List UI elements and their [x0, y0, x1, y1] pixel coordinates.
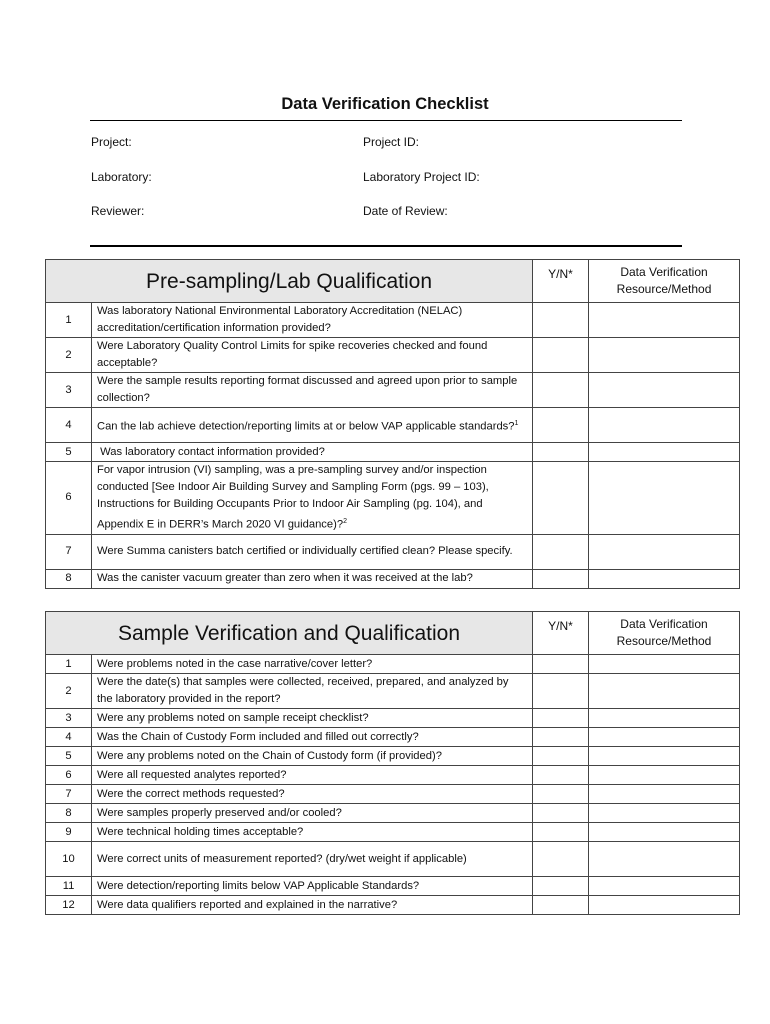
- row-number: 2: [46, 338, 92, 373]
- row-number: 5: [46, 443, 92, 462]
- row-question: Were Laboratory Quality Control Limits for spike recoveries checked and found acceptable?: [92, 338, 533, 373]
- row-number: 6: [46, 766, 92, 785]
- resource-cell[interactable]: [589, 674, 740, 709]
- resource-cell[interactable]: [589, 655, 740, 674]
- row-question: [92, 462, 533, 535]
- row-question: Were correct units of measurement reported? (dry/wet weight if applicable): [92, 842, 533, 877]
- section-title: Sample Verification and Qualification: [46, 612, 533, 655]
- yn-cell[interactable]: [533, 728, 589, 747]
- row-number: 7: [46, 534, 92, 569]
- table-row: [46, 896, 740, 915]
- pre-sampling-table: [45, 259, 740, 589]
- row-question: Were any problems noted on sample receipt checklist?: [92, 709, 533, 728]
- row-question: Was the Chain of Custody Form included and filled out correctly?: [92, 728, 533, 747]
- resource-cell[interactable]: [589, 443, 740, 462]
- table-row: [46, 303, 740, 338]
- resource-cell[interactable]: [589, 766, 740, 785]
- resource-cell[interactable]: [589, 728, 740, 747]
- resource-cell[interactable]: [589, 373, 740, 408]
- project-label: Project:: [91, 135, 132, 149]
- row-question: [92, 408, 533, 443]
- row-question: Were technical holding times acceptable?: [92, 823, 533, 842]
- yn-cell[interactable]: [533, 766, 589, 785]
- row-question: Was laboratory National Environmental Laboratory Accreditation (NELAC) accreditation/certification information provided?: [92, 303, 533, 338]
- yn-cell[interactable]: [533, 303, 589, 338]
- row-number: 3: [46, 373, 92, 408]
- row-question: Were problems noted in the case narrative/cover letter?: [92, 655, 533, 674]
- resource-column-header: Data Verification Resource/Method: [589, 260, 740, 303]
- row-number: 9: [46, 823, 92, 842]
- yn-cell[interactable]: [533, 408, 589, 443]
- yn-cell[interactable]: [533, 804, 589, 823]
- yn-cell[interactable]: [533, 373, 589, 408]
- resource-cell[interactable]: [589, 709, 740, 728]
- question-text: Can the lab achieve detection/reporting limits at or below VAP applicable standards?: [97, 420, 515, 433]
- resource-cell[interactable]: [589, 823, 740, 842]
- table-row: [46, 823, 740, 842]
- resource-cell[interactable]: [589, 877, 740, 896]
- title-divider: [90, 120, 682, 121]
- table-row: [46, 842, 740, 877]
- question-text: For vapor intrusion (VI) sampling, was a pre-sampling survey and/or inspection conducted [See Indoor Air Building Survey and Sampling Form (pgs. 99 – 103), Instructions for Building Occupants Prior to Indoor Air Sampling (pg. 104), and Appendix E in DERR’s March 2020 VI guidance)?: [97, 464, 489, 531]
- table-row: [46, 338, 740, 373]
- resource-cell[interactable]: [589, 569, 740, 588]
- footnote-marker: 1: [514, 419, 519, 427]
- yn-cell[interactable]: [533, 443, 589, 462]
- row-question: Were any problems noted on the Chain of Custody form (if provided)?: [92, 747, 533, 766]
- resource-column-header: Data Verification Resource/Method: [589, 612, 740, 655]
- yn-cell[interactable]: [533, 747, 589, 766]
- table-row: [46, 728, 740, 747]
- row-question: Were the date(s) that samples were collected, received, prepared, and analyzed by the laboratory provided in the report?: [92, 674, 533, 709]
- table-row: [46, 709, 740, 728]
- yn-cell[interactable]: [533, 655, 589, 674]
- footnote-marker: 2: [343, 518, 347, 525]
- resource-cell[interactable]: [589, 804, 740, 823]
- resource-cell[interactable]: [589, 338, 740, 373]
- yn-column-header: Y/N*: [533, 260, 589, 303]
- yn-cell[interactable]: [533, 709, 589, 728]
- table-row: [46, 747, 740, 766]
- row-number: 10: [46, 842, 92, 877]
- table-row: [46, 766, 740, 785]
- table-row: [46, 373, 740, 408]
- document-title: Data Verification Checklist: [281, 95, 489, 113]
- row-number: 7: [46, 785, 92, 804]
- resource-cell[interactable]: [589, 534, 740, 569]
- table-row: [46, 804, 740, 823]
- row-number: 1: [46, 303, 92, 338]
- row-question: Was laboratory contact information provided?: [92, 443, 533, 462]
- row-number: 8: [46, 804, 92, 823]
- yn-cell[interactable]: [533, 534, 589, 569]
- yn-cell[interactable]: [533, 569, 589, 588]
- table-row: [46, 785, 740, 804]
- row-number: 6: [46, 462, 92, 535]
- table-row: [46, 674, 740, 709]
- yn-cell[interactable]: [533, 896, 589, 915]
- laboratory-label: Laboratory:: [91, 170, 152, 184]
- row-number: 1: [46, 655, 92, 674]
- table-row: [46, 408, 740, 443]
- row-question: Was the canister vacuum greater than zero when it was received at the lab?: [92, 569, 533, 588]
- row-number: 5: [46, 747, 92, 766]
- row-question: Were the correct methods requested?: [92, 785, 533, 804]
- table-row: [46, 877, 740, 896]
- header-divider: [90, 245, 682, 247]
- row-number: 8: [46, 569, 92, 588]
- resource-cell[interactable]: [589, 303, 740, 338]
- resource-cell[interactable]: [589, 408, 740, 443]
- resource-cell[interactable]: [589, 747, 740, 766]
- yn-cell[interactable]: [533, 785, 589, 804]
- yn-cell[interactable]: [533, 877, 589, 896]
- project-id-label: Project ID:: [363, 135, 420, 149]
- yn-cell[interactable]: [533, 462, 589, 535]
- row-question: Were samples properly preserved and/or cooled?: [92, 804, 533, 823]
- resource-cell[interactable]: [589, 896, 740, 915]
- resource-cell[interactable]: [589, 462, 740, 535]
- row-question: Were data qualifiers reported and explained in the narrative?: [92, 896, 533, 915]
- yn-cell[interactable]: [533, 842, 589, 877]
- row-number: 11: [46, 877, 92, 896]
- row-number: 3: [46, 709, 92, 728]
- row-question: Were Summa canisters batch certified or individually certified clean? Please specify.: [92, 534, 533, 569]
- laboratory-project-id-label: Laboratory Project ID:: [363, 170, 480, 184]
- row-number: 12: [46, 896, 92, 915]
- resource-cell[interactable]: [589, 785, 740, 804]
- yn-cell[interactable]: [533, 823, 589, 842]
- yn-cell[interactable]: [533, 674, 589, 709]
- row-number: 4: [46, 728, 92, 747]
- date-of-review-label: Date of Review:: [363, 204, 448, 218]
- sample-verification-table: [45, 611, 740, 915]
- row-number: 4: [46, 408, 92, 443]
- section-title: Pre-sampling/Lab Qualification: [46, 260, 533, 303]
- yn-column-header: Y/N*: [533, 612, 589, 655]
- table-row: [46, 534, 740, 569]
- row-question: Were detection/reporting limits below VAP Applicable Standards?: [92, 877, 533, 896]
- yn-cell[interactable]: [533, 338, 589, 373]
- resource-cell[interactable]: [589, 842, 740, 877]
- table-row: [46, 569, 740, 588]
- reviewer-label: Reviewer:: [91, 204, 145, 218]
- row-question: Were the sample results reporting format discussed and agreed upon prior to sample collection?: [92, 373, 533, 408]
- table-row: [46, 655, 740, 674]
- row-question: Were all requested analytes reported?: [92, 766, 533, 785]
- row-number: 2: [46, 674, 92, 709]
- table-row: [46, 443, 740, 462]
- table-row: [46, 462, 740, 535]
